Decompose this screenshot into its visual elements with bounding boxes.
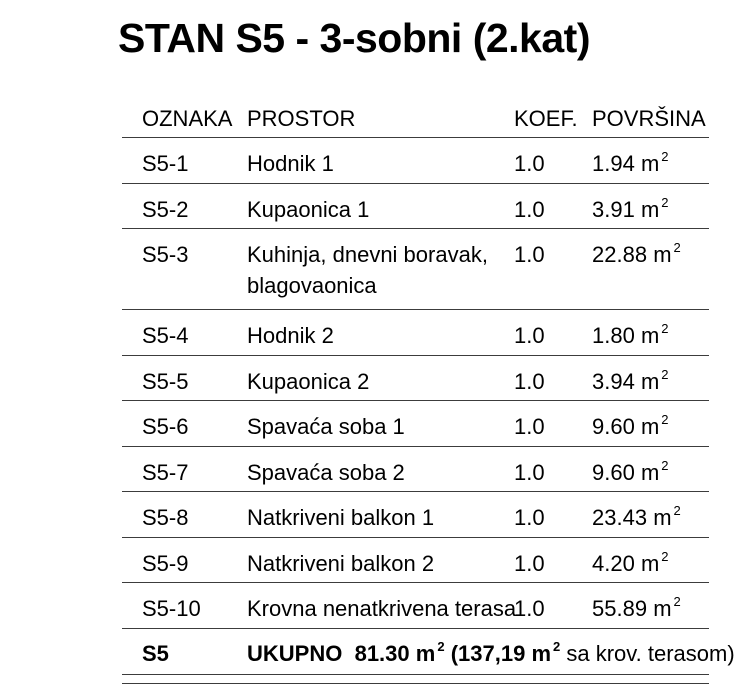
area-unit: m	[653, 242, 672, 267]
row-oznaka: S5-3	[142, 242, 189, 267]
row-koef: 1.0	[514, 196, 545, 222]
table-row	[122, 356, 709, 402]
area-unit: m	[640, 323, 660, 348]
total-alt-unit: m	[531, 640, 551, 666]
total-row	[122, 629, 735, 675]
table-header	[122, 98, 709, 138]
table-row	[122, 401, 709, 447]
area-unit: m	[653, 505, 672, 530]
room-area-table	[122, 98, 735, 684]
area-value: 22.88	[592, 242, 648, 267]
header-povrsina: POVRŠINA	[592, 106, 706, 131]
total-unit-exponent: 2	[437, 638, 445, 654]
row-prostor: Natkriveni balkon 1	[247, 505, 435, 530]
row-koef: 1.0	[514, 596, 545, 621]
row-povrsina	[592, 457, 669, 488]
area-unit-exponent: 2	[661, 412, 669, 427]
total-alt-note: sa krov. terasom)	[566, 640, 735, 666]
row-prostor: Natkriveni balkon 2	[247, 550, 435, 576]
table-row	[122, 492, 709, 538]
table-row	[122, 229, 709, 310]
total-unit: m	[415, 640, 436, 666]
area-value: 23.43	[592, 505, 648, 530]
area-unit: m	[640, 196, 660, 222]
row-povrsina	[592, 502, 681, 533]
row-povrsina	[592, 593, 681, 624]
area-value: 55.89	[592, 596, 648, 621]
area-unit-exponent: 2	[661, 149, 669, 164]
row-koef: 1.0	[514, 459, 545, 485]
row-prostor: Hodnik 2	[247, 323, 334, 348]
header-prostor: PROSTOR	[247, 106, 356, 131]
total-label: UKUPNO	[247, 640, 343, 666]
row-oznaka: S5-7	[142, 459, 189, 485]
header-oznaka: OZNAKA	[142, 106, 233, 131]
total-oznaka: S5	[142, 640, 169, 666]
total-value: 81.30	[354, 640, 410, 666]
row-koef: 1.0	[514, 323, 545, 348]
area-unit: m	[640, 414, 660, 439]
area-value: 3.91	[592, 196, 635, 222]
row-koef: 1.0	[514, 242, 545, 267]
row-prostor: Kupaonica 2	[247, 368, 370, 394]
row-koef: 1.0	[514, 550, 545, 576]
row-koef: 1.0	[514, 414, 545, 439]
row-koef: 1.0	[514, 505, 545, 530]
area-value: 9.60	[592, 459, 635, 485]
area-unit-exponent: 2	[661, 321, 669, 336]
row-oznaka: S5-10	[142, 596, 201, 621]
total-alt-unit-exponent: 2	[553, 638, 561, 654]
table-row	[122, 184, 709, 230]
total-summary	[247, 638, 735, 669]
area-value: 1.80	[592, 323, 635, 348]
row-povrsina	[592, 366, 669, 397]
area-unit-exponent: 2	[673, 503, 681, 518]
row-povrsina	[592, 411, 669, 442]
table-row	[122, 447, 709, 493]
area-unit-exponent: 2	[661, 366, 669, 382]
area-unit: m	[653, 596, 672, 621]
row-prostor: Spavaća soba 2	[247, 459, 405, 485]
table-row	[122, 138, 709, 184]
table-row	[122, 310, 709, 356]
row-oznaka: S5-4	[142, 323, 189, 348]
area-unit: m	[640, 151, 660, 176]
row-prostor: Kupaonica 1	[247, 196, 370, 222]
row-oznaka: S5-5	[142, 368, 189, 394]
row-povrsina	[592, 548, 669, 579]
page-title: STAN S5 - 3-sobni (2.kat)	[118, 15, 590, 61]
area-unit: m	[640, 459, 660, 485]
total-alt-value: (137,19	[450, 640, 526, 666]
row-prostor: Spavaća soba 1	[247, 414, 405, 439]
area-unit-exponent: 2	[661, 548, 669, 564]
table-row	[122, 538, 709, 584]
area-value: 3.94	[592, 368, 635, 394]
area-unit-exponent: 2	[661, 194, 669, 210]
row-oznaka: S5-2	[142, 196, 189, 222]
area-value: 9.60	[592, 414, 635, 439]
row-povrsina	[592, 239, 681, 270]
row-prostor: Krovna nenatkrivena terasa	[247, 596, 517, 621]
area-unit-exponent: 2	[661, 457, 669, 473]
area-value: 4.20	[592, 550, 635, 576]
row-povrsina	[592, 194, 669, 225]
row-oznaka: S5-1	[142, 151, 189, 176]
area-unit-exponent: 2	[673, 594, 681, 609]
row-povrsina	[592, 320, 669, 351]
area-value: 1.94	[592, 151, 635, 176]
area-unit: m	[640, 368, 660, 394]
row-koef: 1.0	[514, 151, 545, 176]
row-povrsina	[592, 148, 669, 179]
row-oznaka: S5-8	[142, 505, 189, 530]
row-prostor: Hodnik 1	[247, 151, 334, 176]
row-koef: 1.0	[514, 368, 545, 394]
table-row	[122, 583, 709, 629]
row-oznaka: S5-6	[142, 414, 189, 439]
area-unit-exponent: 2	[673, 240, 681, 255]
row-prostor: Kuhinja, dnevni boravak, blagovaonica	[247, 242, 488, 298]
row-oznaka: S5-9	[142, 550, 189, 576]
table-bottom-divider	[122, 675, 709, 684]
area-unit: m	[640, 550, 660, 576]
header-koef: KOEF.	[514, 106, 578, 131]
